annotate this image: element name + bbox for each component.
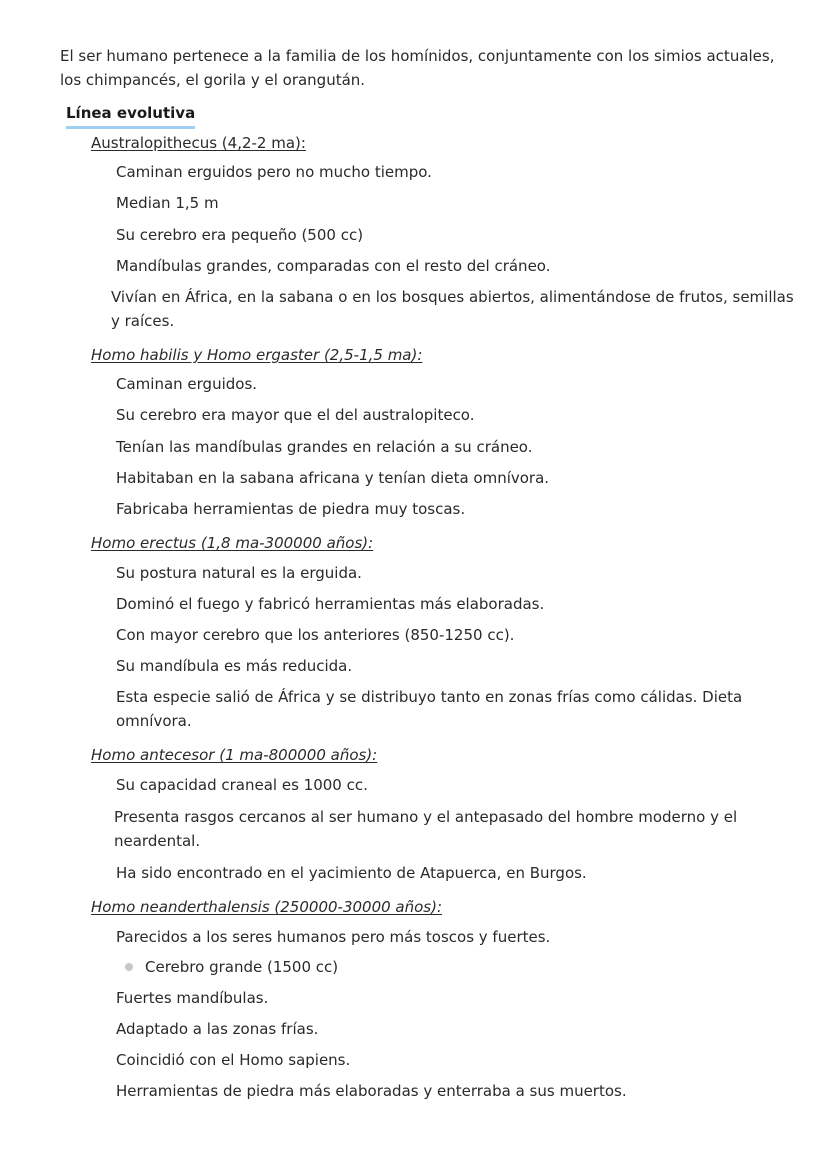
species-title-erectus: Homo erectus (1,8 ma-300000 años): xyxy=(91,534,374,552)
list-item: Fuertes mandíbulas. xyxy=(116,989,269,1007)
list-item: Su capacidad craneal es 1000 cc. xyxy=(116,776,368,794)
bullet-icon xyxy=(125,963,133,971)
list-item: Caminan erguidos pero no mucho tiempo. xyxy=(116,163,432,181)
list-item: Vivían en África, en la sabana o en los bosques abiertos, alimentándose de frutos, semillas y raíces. xyxy=(111,288,794,330)
section-heading: Línea evolutiva xyxy=(66,101,195,129)
list-item: Herramientas de piedra más elaboradas y enterraba a sus muertos. xyxy=(116,1082,627,1100)
list-item: Coincidió con el Homo sapiens. xyxy=(116,1051,351,1069)
list-item: Tenían las mandíbulas grandes en relación a su cráneo. xyxy=(116,438,533,456)
species-title-australopithecus: Australopithecus (4,2-2 ma): xyxy=(91,134,306,152)
species-title-antecesor: Homo antecesor (1 ma-800000 años): xyxy=(91,746,378,764)
list-item: Median 1,5 m xyxy=(116,194,219,212)
list-item: Su mandíbula es más reducida. xyxy=(116,657,353,675)
list-item: Ha sido encontrado en el yacimiento de Atapuerca, en Burgos. xyxy=(116,864,587,882)
species-title-neanderthalensis: Homo neanderthalensis (250000-30000 años): xyxy=(91,898,443,916)
list-item: Esta especie salió de África y se distribuyo tanto en zonas frías como cálidas. Dieta omnívora. xyxy=(116,688,743,730)
list-item: Cerebro grande (1500 cc) xyxy=(145,958,339,976)
list-item: Dominó el fuego y fabricó herramientas más elaboradas. xyxy=(116,595,545,613)
list-item: Presenta rasgos cercanos al ser humano y el antepasado del hombre moderno y el neardental. xyxy=(114,808,738,850)
list-item: Mandíbulas grandes, comparadas con el resto del cráneo. xyxy=(116,257,551,275)
list-item: Con mayor cerebro que los anteriores (850-1250 cc). xyxy=(116,626,515,644)
list-item: Su postura natural es la erguida. xyxy=(116,564,362,582)
list-item: Su cerebro era mayor que el del australopiteco. xyxy=(116,406,475,424)
list-item: Caminan erguidos. xyxy=(116,375,258,393)
list-item: Parecidos a los seres humanos pero más toscos y fuertes. xyxy=(116,928,551,946)
list-item: Fabricaba herramientas de piedra muy toscas. xyxy=(116,500,466,518)
intro-paragraph: El ser humano pertenece a la familia de los homínidos, conjuntamente con los simios actuales, los chimpancés, el gorila y el orangután. xyxy=(60,47,775,89)
list-item: Adaptado a las zonas frías. xyxy=(116,1020,319,1038)
list-item: Su cerebro era pequeño (500 cc) xyxy=(116,226,364,244)
species-title-habilis-ergaster: Homo habilis y Homo ergaster (2,5-1,5 ma): xyxy=(91,346,423,364)
list-item: Habitaban en la sabana africana y tenían dieta omnívora. xyxy=(116,469,550,487)
